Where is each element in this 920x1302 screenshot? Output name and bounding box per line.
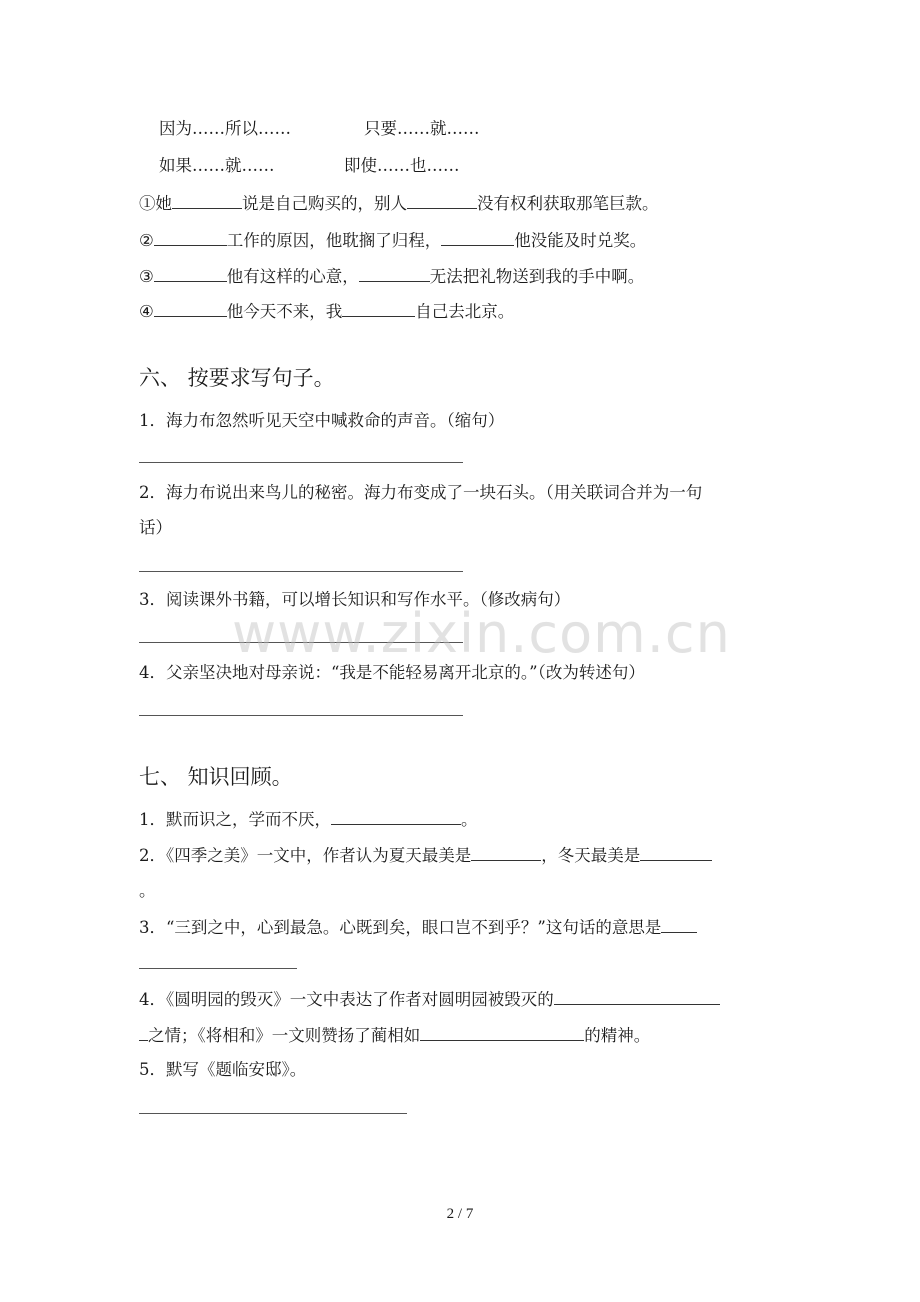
answer-line[interactable] [139,715,463,716]
fill-item-3 [139,265,644,288]
answer-blank[interactable] [154,300,227,317]
answer-blank[interactable] [661,916,697,933]
question-text: ，冬天最美是 [541,846,641,865]
page-number: 2 / 7 [446,1206,474,1222]
question-6-2: 2．海力布说出来鸟儿的秘密。海力布变成了一块石头。（用关联词合并为一句 [139,483,703,502]
fill-item-1 [139,192,659,215]
question-6-1: 1．海力布忽然听见天空中喊救命的声音。（缩句） [139,411,505,430]
answer-blank[interactable] [554,988,720,1005]
answer-blank[interactable] [331,808,461,825]
question-7-2 [139,844,712,867]
question-text: 2．《四季之美》一文中，作者认为夏天最美是 [139,846,472,865]
section-7-heading: 七、 知识回顾。 [139,765,293,789]
fill-item-2 [139,229,646,252]
question-7-2-end: 。 [139,881,156,900]
question-7-3 [139,916,697,939]
question-6-4: 4．父亲坚决地对母亲说：“我是不能轻易离开北京的。”（改为转述句） [139,663,645,682]
question-text: 1．默而识之，学而不厌， [139,810,331,829]
section-6-heading: 六、 按要求写句子。 [139,366,335,390]
answer-blank[interactable] [441,229,514,246]
question-7-5: 5．默写《题临安邸》。 [139,1060,307,1079]
answer-blank[interactable] [640,844,712,861]
fill-item-prefix: ③ [139,267,154,286]
fill-item-text: 他有这样的心意， [226,267,359,286]
answer-blank[interactable] [359,265,430,282]
fill-item-text: 他没能及时兑奖。 [514,231,647,250]
answer-blank[interactable] [154,265,227,282]
question-text: 3．“三到之中，心到最急。心既到矣，眼口岂不到乎？”这句话的意思是 [139,918,662,937]
answer-blank[interactable] [420,1024,584,1041]
question-7-4 [139,988,720,1011]
fill-item-prefix: ④ [139,302,154,321]
fill-item-prefix: ② [139,231,154,250]
question-6-3: 3．阅读课外书籍，可以增长知识和写作水平。（修改病句） [139,590,571,609]
fill-item-text: 工作的原因，他耽搁了归程， [226,231,442,250]
answer-blank[interactable] [407,192,477,209]
watermark: www.zixin.com.cn [232,602,731,665]
question-text: 。 [461,810,478,829]
question-7-1 [139,808,478,831]
answer-line[interactable] [139,462,463,463]
answer-blank[interactable] [172,192,242,209]
question-6-2-continued: 话） [139,518,172,537]
answer-blank[interactable] [154,229,227,246]
answer-blank[interactable] [139,1024,148,1041]
fill-item-4 [139,300,514,323]
fill-item-text: 自己去北京。 [415,302,515,321]
connective-1: 因为……所以…… [159,119,291,138]
answer-line[interactable] [139,968,297,969]
answer-line[interactable] [139,571,463,572]
answer-line[interactable] [139,1113,407,1114]
answer-blank[interactable] [342,300,415,317]
question-text: 4．《圆明园的毁灭》一文中表达了作者对圆明园被毁灭的 [139,990,554,1009]
connective-2: 只要……就…… [364,119,480,138]
answer-blank[interactable] [471,844,541,861]
connective-3: 如果……就…… [159,156,275,175]
fill-item-text: 没有权利获取那笔巨款。 [477,194,659,213]
connective-4: 即使……也…… [344,156,460,175]
question-text: 的精神。 [584,1026,651,1045]
question-text: 之情；《将相和》一文则赞扬了蔺相如 [148,1026,421,1045]
question-7-4-continued [139,1024,650,1047]
fill-item-text: 说是自己购买的，别人 [242,194,407,213]
fill-item-prefix: ①她 [139,194,172,213]
fill-item-text: 他今天不来，我 [226,302,343,321]
fill-item-text: 无法把礼物送到我的手中啊。 [429,267,645,286]
